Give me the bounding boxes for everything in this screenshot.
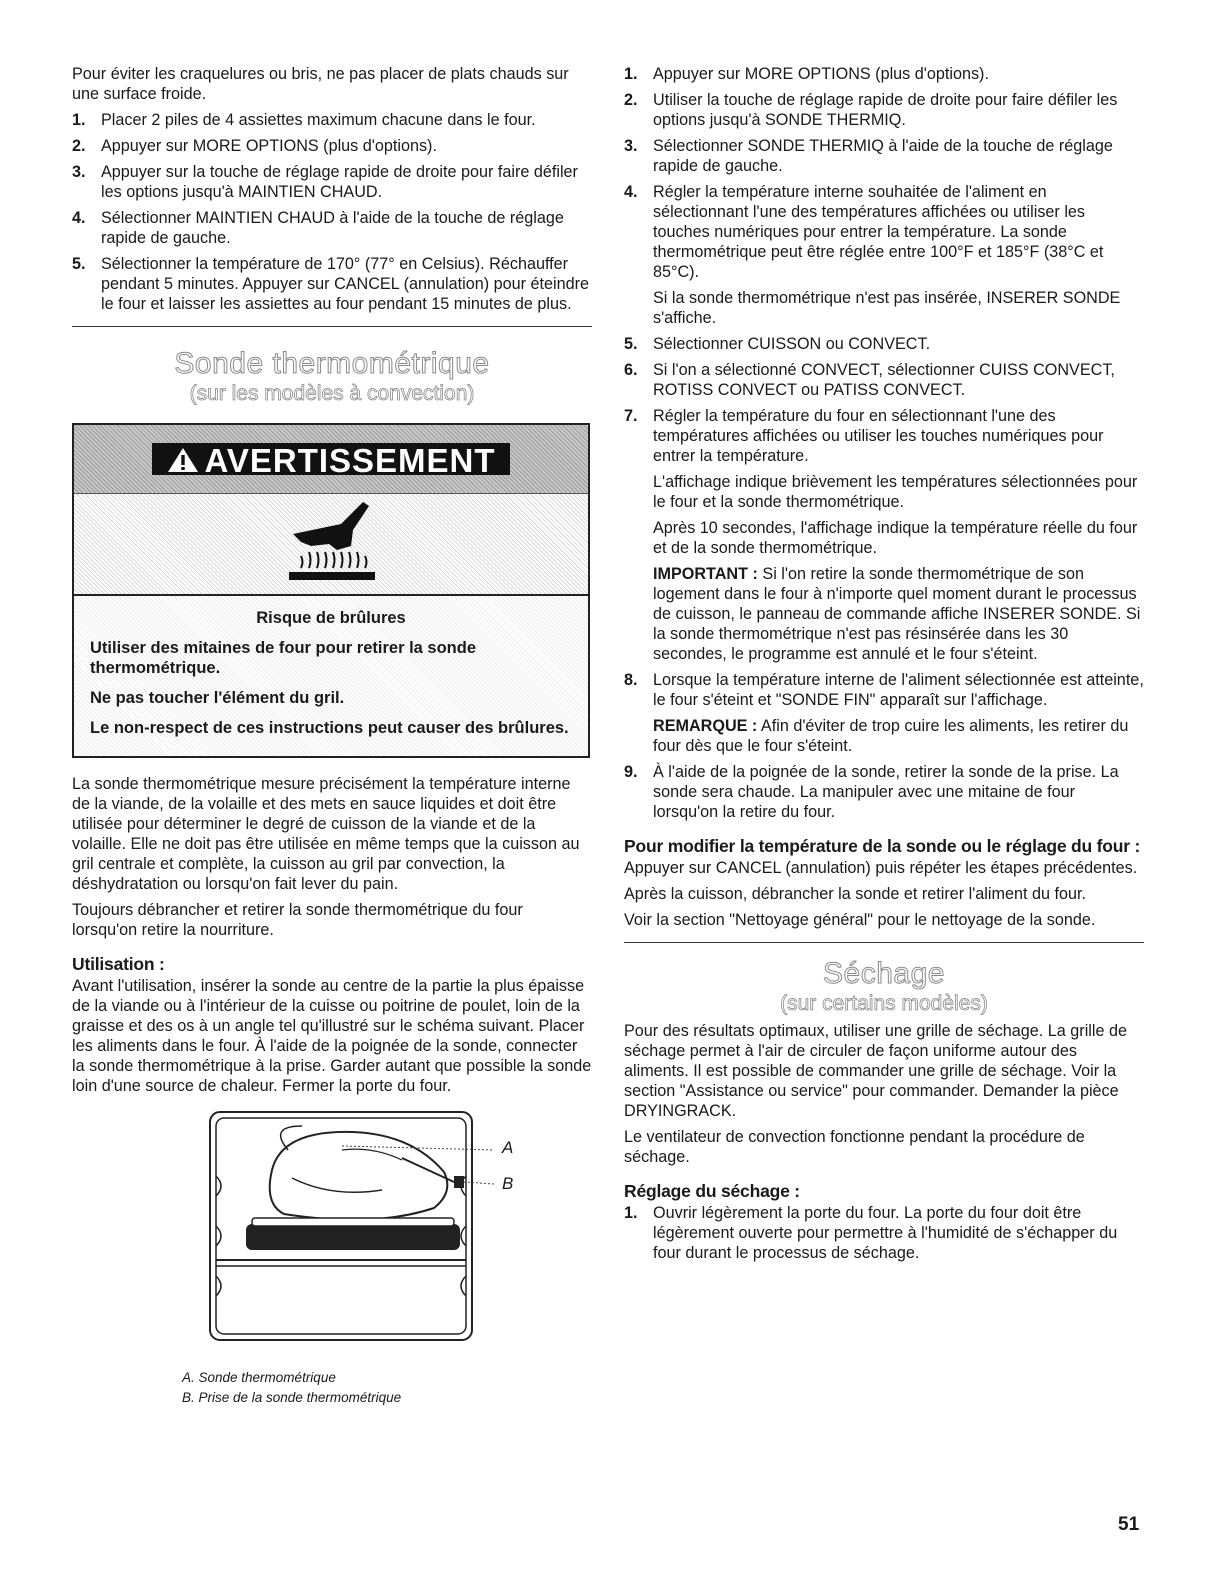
section-divider bbox=[72, 326, 592, 327]
list-item: 7. Régler la température du four en sélectionnant l'une des températures affichées ou utiliser les touches numériques pour entrer la température. L'affichage indique brièvement les températures sélectionnées pour le four et la sonde thermométrique. Après 10 secondes, l'affichage indique la température réelle du four et de la sonde thermométrique. IMPORTANT : Si l'on retire la sonde thermométrique de son logement dans le four à n'importe quel moment durant le processus de cuisson, le panneau de commande affiche INSERER SONDE. Si la sonde thermométrique n'est pas résinsérée dans les 30 secondes, le programme est annulé et le four s'éteint. bbox=[624, 406, 1144, 664]
figure-label-b: B bbox=[502, 1174, 514, 1193]
probe-removal-note: Toujours débrancher et retirer la sonde thermométrique du four lorsqu'on retire la nourriture. bbox=[72, 901, 523, 939]
list-item: 6. Si l'on a sélectionné CONVECT, sélectionner CUISS CONVECT, ROTISS CONVECT ou PATISS CONVECT. bbox=[624, 361, 1115, 399]
section-title-drying: Séchage bbox=[823, 957, 945, 990]
warning-triangle-icon bbox=[166, 446, 200, 474]
list-item: 1. Ouvrir légèrement la porte du four. La porte du four doit être légèrement ouverte pour permettre à l'humidité de s'échapper du four durant le processus de séchage. bbox=[624, 1204, 1118, 1262]
plate-warming-steps bbox=[72, 110, 592, 314]
warning-line: Le non-respect de ces instructions peut causer des brûlures. bbox=[90, 719, 569, 737]
left-column bbox=[72, 64, 592, 1408]
list-item: 9. À l'aide de la poignée de la sonde, retirer la sonde de la prise. La sonde sera chaude. La manipuler avec une mitaine de four lorsqu'on la retire du four. bbox=[624, 763, 1119, 821]
section-title-probe: Sonde thermométrique bbox=[174, 347, 490, 380]
drying-steps bbox=[624, 1203, 1144, 1263]
list-item: 1. Placer 2 piles de 4 assiettes maximum chacune dans le four. bbox=[72, 111, 536, 129]
right-column bbox=[624, 64, 1144, 1269]
modify-text: Voir la section "Nettoyage général" pour le nettoyage de la sonde. bbox=[624, 911, 1096, 929]
usage-heading: Utilisation : bbox=[72, 954, 165, 974]
list-item: 5. Sélectionner CUISSON ou CONVECT. bbox=[624, 335, 931, 353]
list-item: 4. Sélectionner MAINTIEN CHAUD à l'aide de la touche de réglage rapide de gauche. bbox=[72, 209, 564, 247]
warning-line: Utiliser des mitaines de four pour retirer la sonde thermométrique. bbox=[90, 639, 477, 677]
section-divider bbox=[624, 942, 1144, 943]
figure-caption bbox=[182, 1368, 592, 1408]
drying-text: Le ventilateur de convection fonctionne pendant la procédure de séchage. bbox=[624, 1128, 1085, 1166]
list-item: 8. Lorsque la température interne de l'aliment sélectionnée est atteinte, le four s'éteint et "SONDE FIN" apparaît sur l'affichage. REMARQUE : Afin d'éviter de trop cuire les aliments, les retirer du four dès que le four s'éteint. bbox=[624, 671, 1144, 755]
warning-header bbox=[74, 425, 588, 493]
probe-steps bbox=[624, 64, 1144, 822]
usage-text: Avant l'utilisation, insérer la sonde au centre de la partie la plus épaisse de la viande ou à l'intérieur de la cuisse ou poitrine de poulet, loin de la graisse et des os à un angle tel qu'illustré sur le schéma suivant. Placer les aliments dans le four. À l'aide de la poignée de la sonde, connecter la sonde thermométrique à la prise. Garder autant que possible la sonde loin d'une source de chaleur. Fermer la porte du four. bbox=[72, 977, 592, 1095]
intro-text: Pour éviter les craquelures ou bris, ne pas placer de plats chauds sur une surface froide. bbox=[72, 65, 569, 103]
list-item: 3. Appuyer sur la touche de réglage rapide de droite pour faire défiler les options jusqu'à MAINTIEN CHAUD. bbox=[72, 163, 578, 201]
page-number: 51 bbox=[1118, 1514, 1140, 1535]
oven-illustration bbox=[102, 1110, 542, 1360]
warning-title: AVERTISSEMENT bbox=[204, 442, 496, 479]
warning-risk: Risque de brûlures bbox=[256, 609, 406, 627]
probe-description: La sonde thermométrique mesure précisément la température interne de la viande, de la volaille et des mets en sauce liquides et doit être utilisée pour déterminer le degré de cuisson de la viande et de la volaille. Elle ne doit pas être utilisée en même temps que la cuisson au gril centrale et complète, la cuisson au gril par convection, la déshydratation ou lorsqu'on fait lever du pain. bbox=[72, 775, 580, 893]
remark-note: REMARQUE : Afin d'éviter de trop cuire les aliments, les retirer du four dès que le four s'éteint. bbox=[653, 717, 1129, 755]
warning-line: Ne pas toucher l'élément du gril. bbox=[90, 689, 345, 707]
drying-setup-heading: Réglage du séchage : bbox=[624, 1181, 800, 1201]
modify-heading: Pour modifier la température de la sonde ou le réglage du four : bbox=[624, 836, 1141, 856]
warning-box bbox=[72, 423, 590, 758]
list-item: 5. Sélectionner la température de 170° (77° en Celsius). Réchauffer pendant 5 minutes. Appuyer sur CANCEL (annulation) pour éteindre le four et laisser les assiettes au four pendant 15 minutes de plus. bbox=[72, 255, 590, 313]
oven-probe-diagram bbox=[102, 1110, 542, 1360]
caption-a: A. Sonde thermométrique bbox=[182, 1370, 336, 1385]
warning-body bbox=[74, 596, 588, 756]
list-item: 3. Sélectionner SONDE THERMIQ à l'aide de la touche de réglage rapide de gauche. bbox=[624, 137, 1113, 175]
caption-b: B. Prise de la sonde thermométrique bbox=[182, 1390, 402, 1405]
section-subtitle-drying: (sur certains modèles) bbox=[780, 992, 988, 1015]
hot-surface-hand-icon bbox=[271, 496, 391, 592]
list-item: 1. Appuyer sur MORE OPTIONS (plus d'options). bbox=[624, 65, 989, 83]
important-note: IMPORTANT : Si l'on retire la sonde thermométrique de son logement dans le four à n'importe quel moment durant le processus de cuisson, le panneau de commande affiche INSERER SONDE. Si la sonde thermométrique n'est pas résinsérée dans les 30 secondes, le programme est annulé et le four s'éteint. bbox=[653, 565, 1141, 663]
drying-text: Pour des résultats optimaux, utiliser une grille de séchage. La grille de séchage permet à l'air de circuler de façon uniforme autour des aliments. Il est possible de commander une grille de séchage. Voir la section "Assistance ou service" pour commander. Demander la pièce DRYINGRACK. bbox=[624, 1022, 1127, 1120]
list-item: 2. Utiliser la touche de réglage rapide de droite pour faire défiler les options jusqu'à SONDE THERMIQ. bbox=[624, 91, 1118, 129]
modify-text: Après la cuisson, débrancher la sonde et retirer l'aliment du four. bbox=[624, 885, 1086, 903]
figure-label-a: A bbox=[502, 1138, 514, 1157]
modify-text: Appuyer sur CANCEL (annulation) puis répéter les étapes précédentes. bbox=[624, 859, 1138, 877]
warning-pictogram bbox=[74, 493, 588, 596]
section-subtitle-probe: (sur les modèles à convection) bbox=[189, 382, 475, 405]
list-item: 4. Régler la température interne souhaitée de l'aliment en sélectionnant l'une des températures affichées ou utiliser les touches numériques pour entrer la température. La sonde thermométrique peut être réglée entre 100°F et 185°F (38°C et 85°C). Si la sonde thermométrique n'est pas insérée, INSERER SONDE s'affiche. bbox=[624, 183, 1121, 327]
list-item: 2. Appuyer sur MORE OPTIONS (plus d'options). bbox=[72, 137, 437, 155]
